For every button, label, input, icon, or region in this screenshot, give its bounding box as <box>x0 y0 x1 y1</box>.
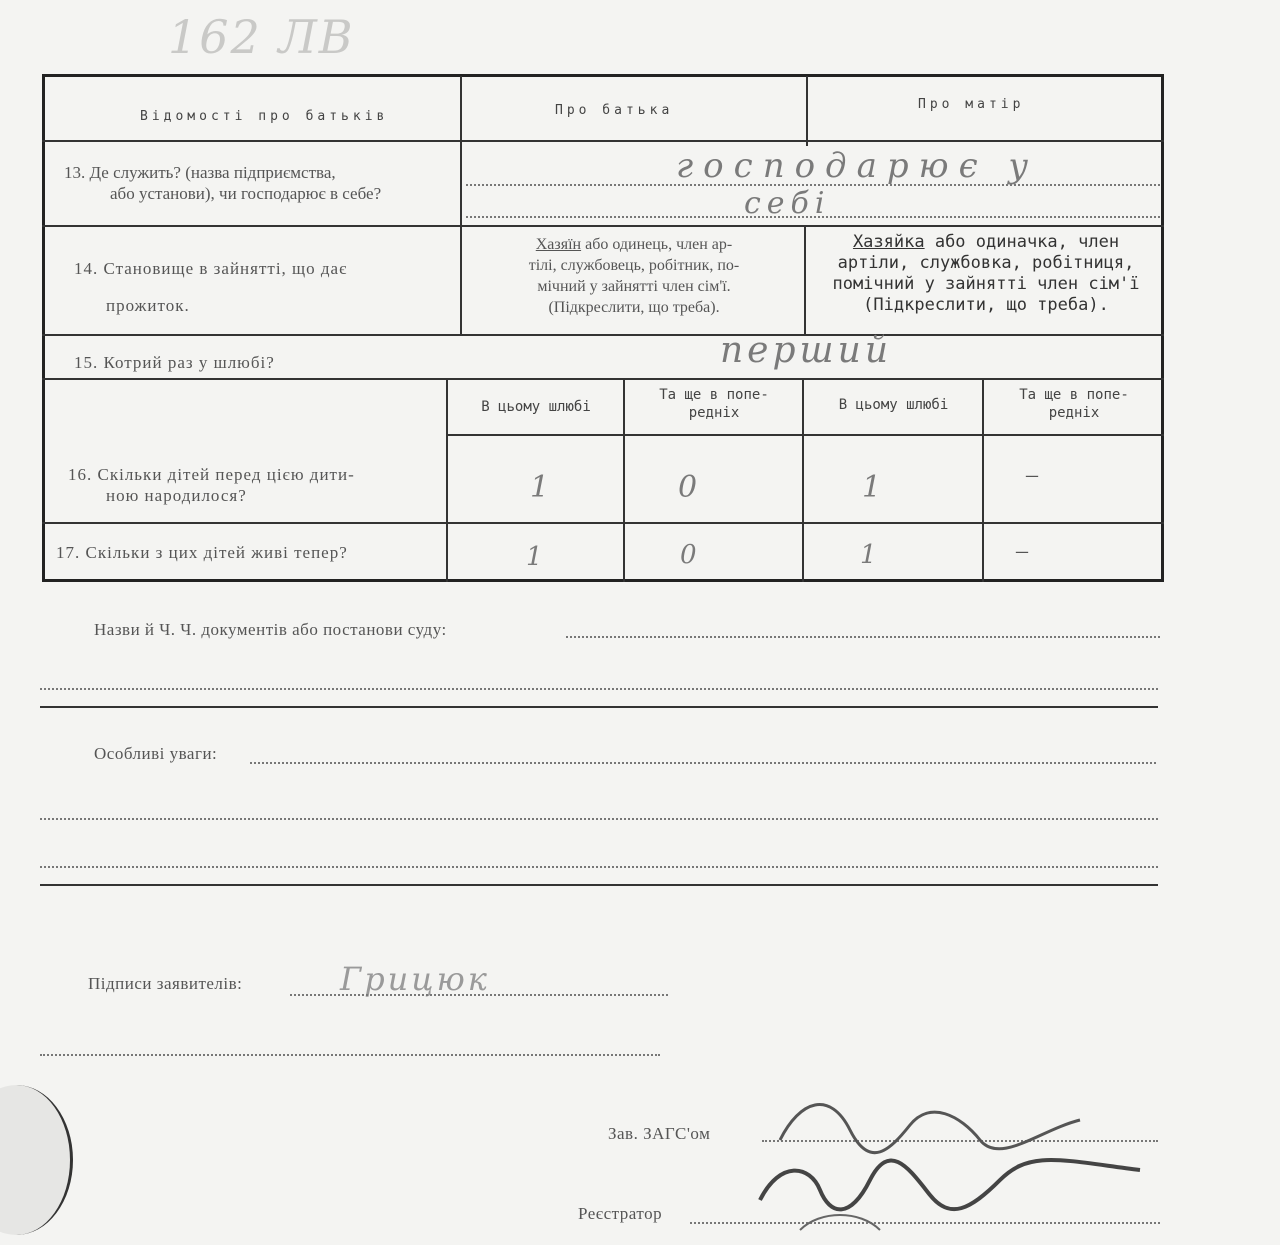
row-divider <box>42 378 1164 380</box>
section-divider <box>40 706 1158 708</box>
q17-father-this-value: 1 <box>526 542 543 572</box>
header-father: Про батька <box>555 103 674 118</box>
children-father-this: В цьому шлюбі <box>481 399 591 415</box>
q14-label: 14. Становище в зайнятті, що дає прожиток. <box>74 259 348 315</box>
q16-father-prev-value: 0 <box>678 470 698 505</box>
column-divider <box>802 379 804 582</box>
q15-answer: перший <box>720 330 893 371</box>
header-mother: Про матір <box>918 97 1025 112</box>
children-mother-prev: Та ще в попе- редніх <box>1019 387 1129 421</box>
q17-mother-prev-value: – <box>1016 538 1028 564</box>
row-divider <box>42 140 1164 142</box>
archive-number: 162 ЛВ <box>168 10 355 64</box>
documents-line <box>566 636 1160 638</box>
column-divider <box>804 226 806 334</box>
section-divider <box>40 884 1158 886</box>
children-mother-this: В цьому шлюбі <box>838 397 949 413</box>
official-signatures <box>740 1070 1160 1240</box>
remarks-line <box>40 818 1158 820</box>
q17-label: 17. Скільки з цих дітей живі тепер? <box>56 543 348 562</box>
q13-answer: господарює у <box>676 146 1039 186</box>
q13-label: 13. Де служить? (назва підприємства, або установи), чи господарює в себе? <box>64 163 382 203</box>
remarks-line <box>40 866 1158 868</box>
row-divider <box>42 334 1164 336</box>
remarks-line <box>250 762 1156 764</box>
signature-line <box>40 1054 660 1056</box>
row-divider <box>42 225 1164 227</box>
q16-mother-this-value: 1 <box>862 470 882 505</box>
column-divider <box>806 76 808 146</box>
signatures-label: Підписи заявителів: <box>88 974 243 993</box>
q14-mother-selected: Хазяйка <box>852 232 925 252</box>
q16-mother-prev-value: – <box>1026 462 1038 488</box>
documents-label: Назви й Ч. Ч. документів або постанови суду: <box>94 620 447 639</box>
q16-label: 16. Скільки дітей перед цією дити- ною народилося? <box>68 465 355 505</box>
hole-punch-mark <box>0 1085 73 1235</box>
zags-head-label: Зав. ЗАГС'ом <box>608 1124 711 1143</box>
column-divider <box>982 379 984 582</box>
row-divider <box>446 434 1164 436</box>
q15-label: 15. Котрий раз у шлюбі? <box>74 353 275 372</box>
q14-mother-options: Хазяйка або одиначка, член артіли, службовка, робітниця, помічний у зайнятті член сім'ї (Підкреслити, що треба). <box>832 232 1140 315</box>
applicant-signature: Грицюк <box>340 960 490 998</box>
header-info: Відомості про батьків <box>140 109 389 124</box>
q17-mother-this-value: 1 <box>860 540 877 570</box>
documents-line <box>40 688 1158 690</box>
q16-father-this-value: 1 <box>530 470 550 505</box>
signature-line <box>290 994 668 996</box>
q13-answer: себі <box>744 186 831 221</box>
q14-father-selected: Хазяїн <box>535 236 582 253</box>
remarks-label: Особливі уваги: <box>94 744 218 763</box>
q14-father-options: Хазяїн або одинець, член ар- тілі, службовець, робітник, по- мічний у зайнятті член сім'ї. (Підкреслити, що треба). <box>528 236 740 316</box>
q17-father-prev-value: 0 <box>680 540 697 570</box>
column-divider <box>446 379 448 582</box>
column-divider <box>623 379 625 582</box>
row-divider <box>42 522 1164 524</box>
children-father-prev: Та ще в попе- редніх <box>659 387 769 421</box>
column-divider <box>460 76 462 335</box>
registrar-label: Реєстратор <box>578 1204 663 1223</box>
